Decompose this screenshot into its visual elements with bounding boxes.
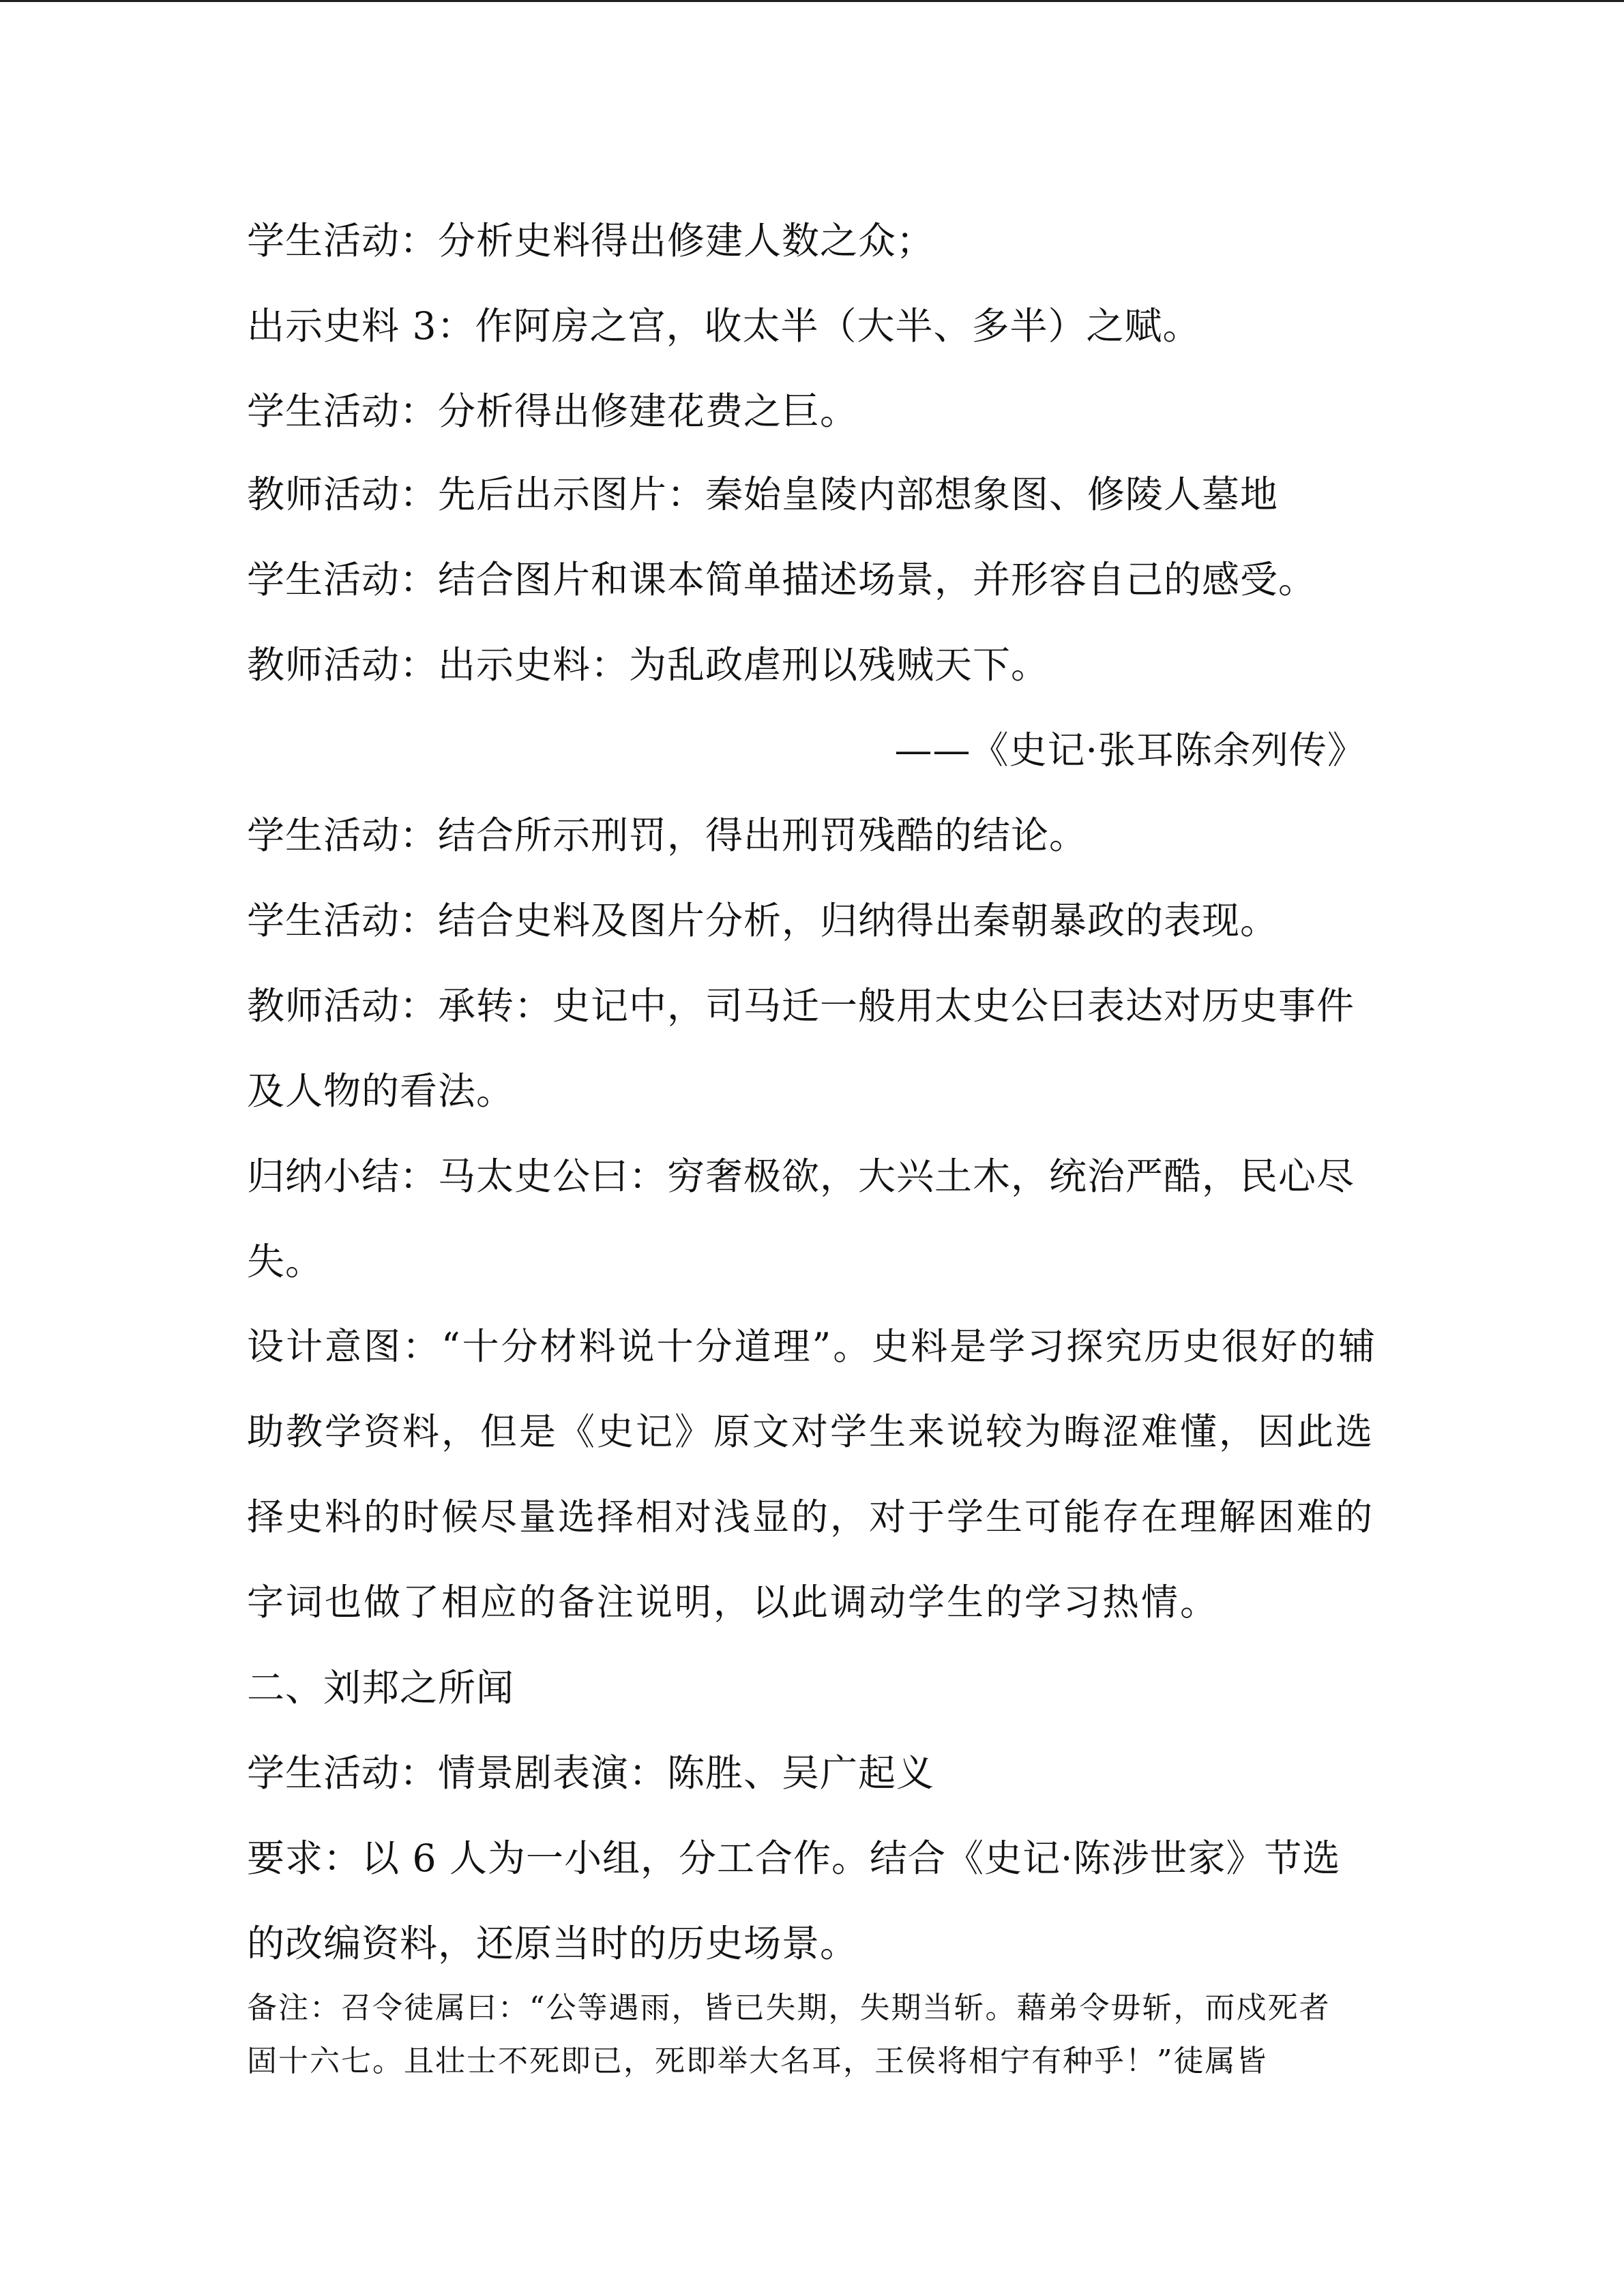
note-line-1: 备注：召令徒属曰：“公等遇雨，皆已失期，失期当斩。藉弟令毋斩，而戍死者 (247, 1991, 1331, 2025)
paragraph-student-activity-4: 学生活动：结合所示刑罚，得出刑罚残酷的结论。 (247, 814, 1088, 857)
paragraph-student-activity-2: 学生活动：分析得出修建花费之巨。 (247, 389, 859, 433)
page-top-border (0, 0, 1624, 2)
paragraph-source-3: 出示史料 3：作阿房之宫，收太半（大半、多半）之赋。 (247, 304, 1201, 348)
paragraph-requirement-cont: 的改编资料，还原当时的历史场景。 (247, 1922, 859, 1965)
paragraph-design-intent-4: 字词也做了相应的备注说明，以此调动学生的学习热情。 (247, 1581, 1219, 1624)
paragraph-summary-cont: 失。 (247, 1240, 324, 1283)
paragraph-requirement: 要求：以 6 人为一小组，分工合作。结合《史记·陈涉世家》节选 (247, 1836, 1341, 1880)
paragraph-student-activity-3: 学生活动：结合图片和课本简单描述场景，并形容自己的感受。 (247, 558, 1317, 601)
paragraph-student-activity-1: 学生活动：分析史料得出修建人数之众； (247, 219, 935, 263)
paragraph-student-activity-6: 学生活动：情景剧表演：陈胜、吴广起义 (247, 1751, 935, 1795)
note-line-2: 固十六七。且壮士不死即已，死即举大名耳，王侯将相宁有种乎！”徒属皆 (247, 2044, 1268, 2078)
paragraph-design-intent-3: 择史料的时候尽量选择相对浅显的，对于学生可能存在理解困难的 (247, 1495, 1374, 1538)
paragraph-summary: 归纳小结：马太史公曰：穷奢极欲，大兴土木，统治严酷，民心尽 (247, 1154, 1355, 1198)
source-citation: ——《史记·张耳陈余列传》 (894, 728, 1365, 772)
paragraph-teacher-activity-3: 教师活动：承转：史记中，司马迁一般用太史公曰表达对历史事件 (247, 984, 1355, 1028)
section-heading-2: 二、刘邦之所闻 (247, 1666, 515, 1710)
paragraph-teacher-activity-3-cont: 及人物的看法。 (247, 1069, 515, 1113)
paragraph-teacher-activity-1: 教师活动：先后出示图片：秦始皇陵内部想象图、修陵人墓地 (247, 473, 1279, 516)
paragraph-design-intent-1: 设计意图：“十分材料说十分道理”。史料是学习探究历史很好的辅 (247, 1325, 1378, 1368)
paragraph-design-intent-2: 助教学资料，但是《史记》原文对学生来说较为晦涩难懂，因此选 (247, 1410, 1374, 1453)
paragraph-student-activity-5: 学生活动：结合史料及图片分析，归纳得出秦朝暴政的表现。 (247, 899, 1279, 942)
paragraph-teacher-activity-2: 教师活动：出示史料：为乱政虐刑以残贼天下。 (247, 643, 1050, 687)
